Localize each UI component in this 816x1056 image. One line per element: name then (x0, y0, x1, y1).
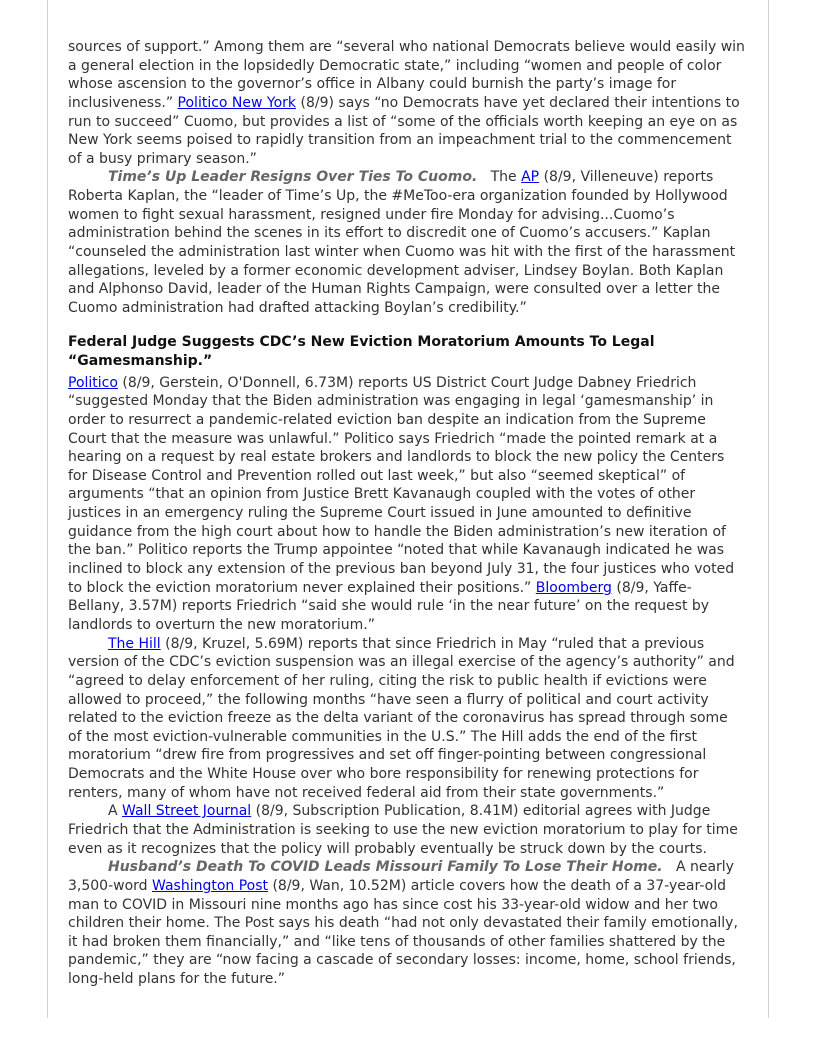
text-line (68, 858, 758, 877)
text-run: The (477, 169, 522, 186)
text-run: Federal Judge Suggests CDC’s New Eviction Moratorium Amounts To Legal (68, 333, 655, 350)
text-run: landlords to overturn the new moratorium.” (68, 616, 376, 633)
story-headline: Time’s Up Leader Resigns Over Ties To Cuomo. (108, 169, 478, 186)
text-run: and Alphonso David, leader of the Human Rights Campaign, were consulted over a letter the (68, 281, 720, 298)
text-run: 3,500-word (68, 877, 152, 894)
text-run: A (108, 803, 123, 820)
text-run: Roberta Kaplan, the “leader of Time’s Up, the #MeToo-era organization founded by Hollywood (68, 188, 728, 205)
text-run: women to fight sexual harassment, resigned under fire Monday for advising...Cuomo’s (68, 206, 675, 223)
text-run: administration behind the scenes in its effort to discredit one of Cuomo’s accusers.” Kaplan (68, 225, 711, 242)
text-line (68, 821, 758, 840)
text-run: of a busy primary season.” (68, 150, 257, 167)
text-run: inclusiveness.” (68, 94, 178, 111)
text-run: (8/9, Yaffe- (611, 579, 692, 596)
text-line (68, 38, 758, 57)
text-line (68, 262, 758, 281)
text-run: long-held plans for the future.” (68, 971, 286, 988)
text-line (68, 746, 758, 765)
text-run: (8/9, Kruzel, 5.69M) reports that since Friedrich in May “ruled that a previous (160, 635, 705, 652)
section-heading (68, 333, 758, 371)
text-run: children their home. The Post says his death “had not only devastated their family emotionally, (68, 915, 738, 932)
text-line (68, 541, 758, 560)
text-line (68, 57, 758, 76)
text-run: man to COVID in Missouri nine months ago has since cost his 33-year-old widow and her two (68, 896, 718, 913)
paragraph (68, 858, 758, 988)
text-run: for Disease Control and Prevention rolled out last week,” but also “seemed skeptical” of (68, 467, 686, 484)
text-line (68, 411, 758, 430)
text-run: even as it recognizes that the policy will probably eventually be struck down by the courts. (68, 840, 707, 857)
source-link[interactable]: The Hill (108, 635, 161, 652)
text-run: (8/9, Wan, 10.52M) article covers how the death of a 37-year-old (268, 877, 726, 894)
text-line (68, 933, 758, 952)
text-line (68, 951, 758, 970)
text-run: allegations, leveled by a former economic development adviser, Lindsey Boylan. Both Kaplan (68, 262, 724, 279)
text-line (68, 224, 758, 243)
text-line (68, 560, 758, 579)
text-line (68, 467, 758, 486)
text-line (68, 280, 758, 299)
text-run: A nearly (662, 859, 734, 876)
text-run: hearing on a request by real estate brokers and landlords to block the new policy the Centers (68, 449, 725, 466)
text-run: Court that the measure was unlawful.” Politico says Friedrich “made the pointed remark at a (68, 430, 718, 447)
text-line (68, 113, 758, 132)
text-run: justices in an emergency ruling the Supreme Court issued in June amounted to definitive (68, 505, 692, 522)
source-link[interactable]: Politico New York (177, 94, 297, 111)
paragraph (68, 635, 758, 803)
text-line (68, 896, 758, 915)
paragraph (68, 168, 758, 317)
text-line (68, 672, 758, 691)
text-run: a general election in the lopsidedly Democratic state,” including “women and people of color (68, 57, 722, 74)
text-run: “suggested Monday that the Biden administration was engaging in legal ‘gamesmanship’ in (68, 393, 714, 410)
document-body (68, 38, 758, 989)
text-run: Cuomo administration had drafted attacking Boylan’s credibility.” (68, 299, 527, 316)
text-line (68, 728, 758, 747)
text-run: arguments “that an opinion from Justice Brett Kavanaugh coupled with the votes of other (68, 486, 696, 503)
text-line (68, 840, 758, 859)
text-line (68, 485, 758, 504)
text-run: “Gamesmanship.” (68, 352, 213, 369)
source-link[interactable]: Bloomberg (535, 579, 612, 596)
text-line (68, 877, 758, 896)
paragraph (68, 38, 758, 168)
text-line (68, 691, 758, 710)
text-run: inclined to block any extension of the previous ban beyond July 31, the four justices who voted (68, 561, 735, 578)
text-line (68, 970, 758, 989)
text-line (68, 187, 758, 206)
text-line (68, 448, 758, 467)
text-line (68, 616, 758, 635)
text-run: “counseled the administration last winter when Cuomo was hit with the first of the harassment (68, 244, 736, 261)
text-line (68, 392, 758, 411)
text-run: to block the eviction moratorium never explained their positions.” (68, 579, 536, 596)
text-line (68, 333, 758, 352)
text-run: sources of support.” Among them are “several who national Democrats believe would easily win (68, 39, 745, 55)
text-run: allowed to proceed,” the following months “have seen a flurry of political and court activity (68, 691, 709, 708)
text-line (68, 765, 758, 784)
text-line (68, 243, 758, 262)
text-line (68, 653, 758, 672)
text-line (68, 504, 758, 523)
paragraph (68, 374, 758, 635)
text-line (68, 352, 758, 371)
text-line (68, 374, 758, 393)
text-line (68, 579, 758, 598)
text-line (68, 131, 758, 150)
source-link[interactable]: Wall Street Journal (122, 803, 252, 820)
text-run: Friedrich that the Administration is seeking to use the new eviction moratorium to play for time (68, 821, 738, 838)
text-run: Bellany, 3.57M) reports Friedrich “said she would rule ‘in the near future’ on the request by (68, 598, 710, 615)
text-line (68, 430, 758, 449)
text-line (68, 635, 758, 654)
text-run: the ban.” Politico reports the Trump appointee “noted that while Kavanaugh indicated he was (68, 542, 725, 559)
story-headline: Husband’s Death To COVID Leads Missouri Family To Lose Their Home. (108, 859, 663, 876)
text-run: (8/9, Villeneuve) reports (539, 169, 714, 186)
text-run: whose ascension to the governor’s office in Albany could burnish the party’s image for (68, 76, 677, 93)
text-run: New York seems poised to rapidly transition from an impeachment trial to the commencement (68, 132, 732, 149)
text-run: related to the eviction freeze as the delta variant of the coronavirus has spread through some (68, 710, 728, 727)
text-run: of the most eviction-vulnerable communities in the U.S.” The Hill adds the end of the first (68, 728, 697, 745)
text-line (68, 206, 758, 225)
text-line (68, 802, 758, 821)
text-run: run to succeed” Cuomo, but provides a list of “some of the officials worth keeping an eye on as (68, 113, 738, 130)
text-line (68, 150, 758, 169)
text-line (68, 168, 758, 187)
text-line (68, 523, 758, 542)
text-run: Democrats and the White House over who bore responsibility for renewing protections for (68, 766, 699, 783)
text-run: moratorium “drew fire from progressives and set off finger-pointing between congressional (68, 747, 707, 764)
paragraph (68, 802, 758, 858)
text-run: it had broken them financially,” and “like tens of thousands of other families shattered by the (68, 933, 726, 950)
source-link[interactable]: AP (521, 169, 540, 186)
text-run: order to resurrect a pandemic-related eviction ban despite an indication from the Supreme (68, 411, 706, 428)
text-run: (8/9, Gerstein, O'Donnell, 6.73M) reports US District Court Judge Dabney Friedrich (117, 374, 697, 391)
text-run: guidance from the high court about how to handle the Biden administration’s new iteration of (68, 523, 726, 540)
source-link[interactable]: Politico (68, 374, 118, 391)
text-line (68, 914, 758, 933)
text-line (68, 784, 758, 803)
text-run: (8/9, Subscription Publication, 8.41M) editorial agrees with Judge (251, 803, 711, 820)
text-line (68, 597, 758, 616)
text-run: version of the CDC’s eviction suspension was an illegal exercise of the agency’s authority” and (68, 654, 735, 671)
text-line (68, 709, 758, 728)
text-run: “agreed to delay enforcement of her ruling, citing the risk to public health if evictions were (68, 672, 707, 689)
text-run: renters, many of whom have not received federal aid from their state governments.” (68, 784, 665, 801)
text-run: pandemic,” they are “now facing a cascade of secondary losses: income, home, school friends, (68, 952, 736, 969)
text-line (68, 299, 758, 318)
text-line (68, 75, 758, 94)
text-line (68, 94, 758, 113)
text-run: (8/9) says “no Democrats have yet declared their intentions to (296, 94, 740, 111)
source-link[interactable]: Washington Post (152, 877, 269, 894)
